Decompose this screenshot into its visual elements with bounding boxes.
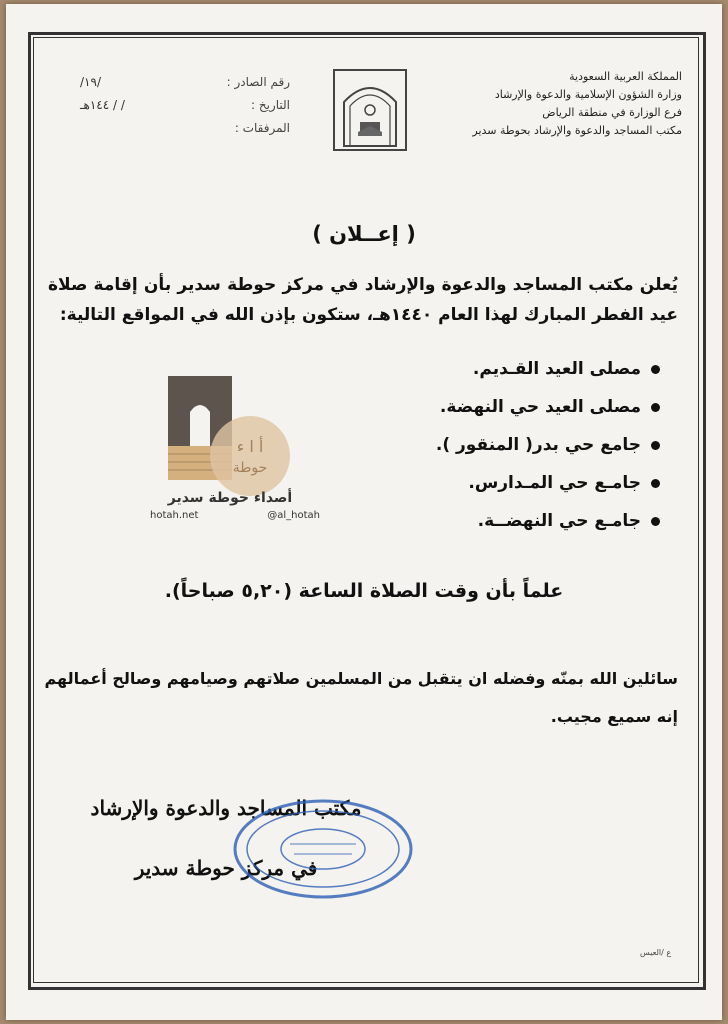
date-value: / / ١٤٤هـ bbox=[80, 97, 125, 112]
watermark-site: hotah.net bbox=[150, 510, 199, 521]
svg-text:حوطة: حوطة bbox=[232, 460, 268, 476]
footnote-initials: ع /العيس bbox=[640, 948, 672, 957]
letterhead-ministry: وزارة الشؤون الإسلامية والدعوة والإرشاد bbox=[494, 88, 682, 101]
list-item: مصلى العيد حي النهضة. bbox=[360, 388, 660, 426]
reference-block bbox=[80, 70, 290, 139]
letterhead-country: المملكة العربية السعودية bbox=[569, 70, 682, 83]
ref-number-label: رقم الصادر : bbox=[226, 74, 290, 89]
attachments-label: المرفقات : bbox=[234, 120, 290, 135]
prayer-locations-list bbox=[360, 350, 660, 540]
intro-paragraph: يُعلن مكتب المساجد والدعوة والإرشاد في مركز حوطة سدير بأن إقامة صلاة عيد الفطر المبارك لهذا العام ١٤٤٠هـ، ستكون بإذن الله في المواقع التالية: bbox=[48, 275, 678, 325]
bullet-icon bbox=[651, 517, 660, 526]
list-item: مصلى العيد القـديم. bbox=[360, 350, 660, 388]
watermark-handles bbox=[150, 510, 320, 521]
ref-number-value: /١٩/ bbox=[80, 74, 101, 89]
announcement-title: ( إعــلان ) bbox=[312, 222, 416, 246]
letterhead-office: مكتب المساجد والدعوة والإرشاد بحوطة سدير bbox=[472, 124, 682, 137]
ministry-emblem-icon bbox=[330, 66, 410, 154]
letterhead-branch: فرع الوزارة في منطقة الرياض bbox=[542, 106, 682, 119]
date-label: التاريخ : bbox=[250, 97, 290, 112]
list-item: جامـع حي النهضــة. bbox=[360, 502, 660, 540]
signature-line-2: في مركز حوطة سدير bbox=[134, 856, 318, 880]
bullet-icon bbox=[651, 365, 660, 374]
list-item: جامـع حي المـدارس. bbox=[360, 464, 660, 502]
official-stamp-icon bbox=[228, 794, 418, 904]
svg-text:أ ا ء: أ ا ء bbox=[236, 437, 264, 456]
list-item: جامع حي بدر( المنقور ). bbox=[360, 426, 660, 464]
bullet-icon bbox=[651, 441, 660, 450]
watermark-handle: @al_hotah bbox=[267, 510, 320, 521]
bullet-icon bbox=[651, 479, 660, 488]
closing-prayer: سائلين الله بمنّه وفضله ان يتقبل من المسلمين صلاتهم وصيامهم وصالح أعمالهم إنه سميع مجيب. bbox=[44, 669, 678, 726]
bullet-icon bbox=[651, 403, 660, 412]
prayer-time-note: علماً بأن وقت الصلاة الساعة (٥,٢٠ صباحاً). bbox=[164, 580, 564, 602]
letterhead-right bbox=[432, 68, 682, 140]
signature-line-1: مكتب المساجد والدعوة والإرشاد bbox=[90, 796, 362, 820]
watermark-name: أصداء حوطة سدير bbox=[167, 490, 293, 506]
